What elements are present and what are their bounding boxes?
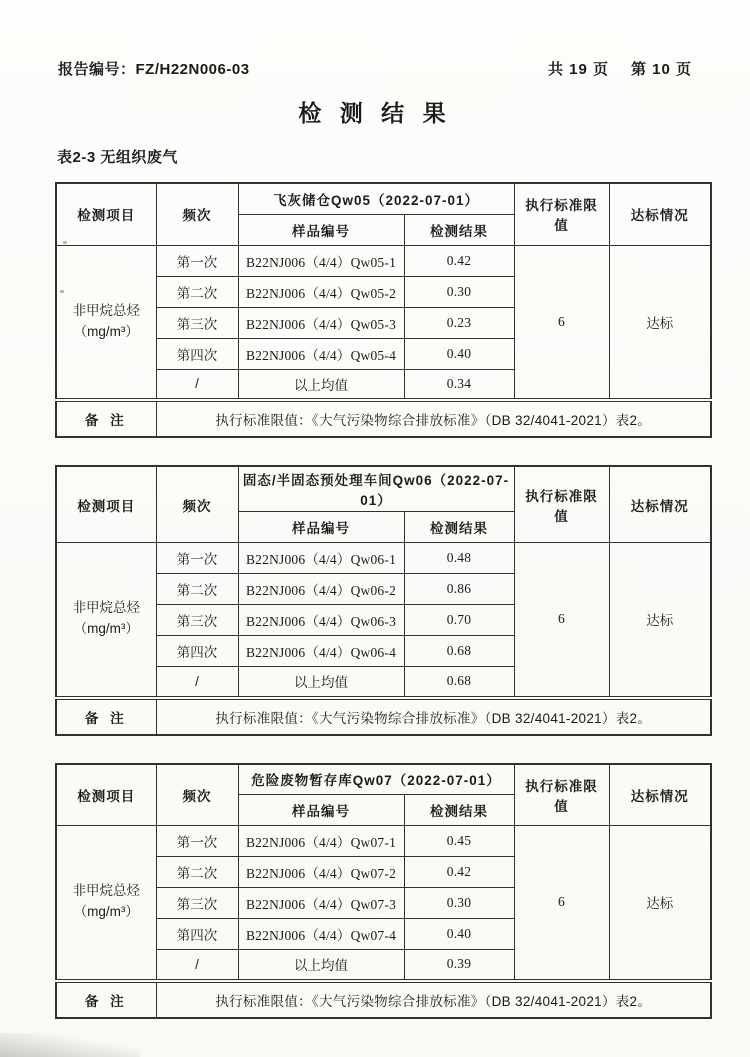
- result-cell: 0.70: [404, 605, 514, 636]
- test-item-unit: （mg/m³）: [73, 904, 139, 920]
- frequency-cell: 第二次: [156, 857, 238, 888]
- frequency-cell: 第四次: [156, 636, 238, 667]
- sample-id-cell: B22NJ006（4/4）Qw06-3: [238, 605, 404, 636]
- note-row: [56, 400, 711, 437]
- result-cell: 0.40: [404, 338, 514, 369]
- scan-speck: [60, 290, 64, 293]
- frequency-cell: 第二次: [156, 574, 238, 605]
- table-row: [56, 245, 711, 276]
- scan-speck: [63, 241, 67, 244]
- page-count: [548, 58, 692, 79]
- sampling-location: 飞灰储仓Qw05（2022-07-01）: [238, 183, 514, 214]
- compliance-cell: 达标: [609, 245, 711, 400]
- page-title: 检 测 结 果: [298, 100, 452, 126]
- frequency-cell: 第三次: [156, 307, 238, 338]
- sample-id-cell: B22NJ006（4/4）Qw06-1: [238, 543, 404, 574]
- frequency-cell: /: [156, 950, 238, 981]
- sample-id-cell: B22NJ006（4/4）Qw05-2: [238, 276, 404, 307]
- col-header-result: 检测结果: [404, 512, 514, 543]
- col-header-sample-id: 样品编号: [238, 795, 404, 826]
- average-label-cell: 以上均值: [238, 667, 404, 698]
- section-label: 表2-3 无组织废气: [57, 149, 178, 166]
- result-table-qw07: [55, 763, 712, 1019]
- result-cell: 0.23: [404, 307, 514, 338]
- result-cell: 0.68: [404, 636, 514, 667]
- result-cell: 0.48: [404, 543, 514, 574]
- sample-id-cell: B22NJ006（4/4）Qw07-3: [238, 888, 404, 919]
- frequency-cell: 第四次: [156, 919, 238, 950]
- sample-id-cell: B22NJ006（4/4）Qw05-4: [238, 338, 404, 369]
- sampling-location: 危险废物暂存库Qw07（2022-07-01）: [238, 764, 514, 795]
- col-header-sample-id: 样品编号: [238, 214, 404, 245]
- col-header-limit: 执行标准限值: [514, 466, 609, 543]
- col-header-limit: 执行标准限值: [514, 183, 609, 245]
- test-item-name: 非甲烷总烃: [72, 883, 140, 899]
- result-cell: 0.68: [404, 667, 514, 698]
- sample-id-cell: B22NJ006（4/4）Qw07-1: [238, 826, 404, 857]
- sample-id-cell: B22NJ006（4/4）Qw06-4: [238, 636, 404, 667]
- result-cell: 0.42: [404, 857, 514, 888]
- result-cell: 0.42: [404, 245, 514, 276]
- col-header-frequency: 频次: [156, 466, 238, 543]
- frequency-cell: 第三次: [156, 605, 238, 636]
- limit-cell: 6: [514, 826, 609, 981]
- note-row: [56, 981, 711, 1018]
- page-current: 第 10 页: [630, 61, 692, 78]
- note-label: 备 注: [56, 698, 156, 735]
- result-cell: 0.86: [404, 574, 514, 605]
- table-row: [56, 543, 711, 574]
- frequency-cell: 第一次: [156, 245, 238, 276]
- col-header-item: 检测项目: [56, 764, 156, 826]
- test-item-cell: [56, 543, 156, 698]
- frequency-cell: 第一次: [156, 543, 238, 574]
- sample-id-cell: B22NJ006（4/4）Qw06-2: [238, 574, 404, 605]
- page-header: [0, 0, 750, 79]
- col-header-item: 检测项目: [56, 466, 156, 543]
- sample-id-cell: B22NJ006（4/4）Qw07-4: [238, 919, 404, 950]
- test-item-cell: [56, 245, 156, 400]
- frequency-cell: 第一次: [156, 826, 238, 857]
- test-item-cell: [56, 826, 156, 981]
- note-label: 备 注: [56, 400, 156, 437]
- test-item-name: 非甲烷总烃: [72, 600, 140, 616]
- compliance-cell: 达标: [609, 826, 711, 981]
- sample-id-cell: B22NJ006（4/4）Qw05-1: [238, 245, 404, 276]
- col-header-compliance: 达标情况: [609, 466, 711, 543]
- average-label-cell: 以上均值: [238, 369, 404, 400]
- note-label: 备 注: [56, 981, 156, 1018]
- test-item-unit: （mg/m³）: [73, 621, 139, 637]
- result-cell: 0.40: [404, 919, 514, 950]
- note-text: 执行标准限值：《大气污染物综合排放标准》（DB 32/4041-2021）表2。: [156, 981, 711, 1018]
- table-row: [56, 826, 711, 857]
- frequency-cell: 第四次: [156, 338, 238, 369]
- sampling-location: 固态/半固态预处理车间Qw06（2022-07-01）: [238, 466, 514, 512]
- result-cell: 0.39: [404, 950, 514, 981]
- result-cell: 0.30: [404, 888, 514, 919]
- average-label-cell: 以上均值: [238, 950, 404, 981]
- result-table-qw05: [55, 182, 712, 438]
- limit-cell: 6: [514, 543, 609, 698]
- limit-cell: 6: [514, 245, 609, 400]
- result-cell: 0.34: [404, 369, 514, 400]
- pages-total: 共 19 页: [547, 61, 609, 78]
- note-row: [56, 698, 711, 735]
- col-header-frequency: 频次: [156, 764, 238, 826]
- col-header-sample-id: 样品编号: [238, 512, 404, 543]
- col-header-result: 检测结果: [404, 795, 514, 826]
- col-header-compliance: 达标情况: [609, 764, 711, 826]
- frequency-cell: /: [156, 369, 238, 400]
- note-text: 执行标准限值：《大气污染物综合排放标准》（DB 32/4041-2021）表2。: [156, 400, 711, 437]
- sample-id-cell: B22NJ006（4/4）Qw07-2: [238, 857, 404, 888]
- frequency-cell: 第二次: [156, 276, 238, 307]
- col-header-limit: 执行标准限值: [514, 764, 609, 826]
- result-cell: 0.30: [404, 276, 514, 307]
- test-item-unit: （mg/m³）: [73, 323, 139, 339]
- col-header-compliance: 达标情况: [609, 183, 711, 245]
- col-header-frequency: 频次: [156, 183, 238, 245]
- result-table-qw06: [55, 465, 712, 736]
- col-header-item: 检测项目: [56, 183, 156, 245]
- col-header-result: 检测结果: [404, 214, 514, 245]
- sample-id-cell: B22NJ006（4/4）Qw05-3: [238, 307, 404, 338]
- frequency-cell: /: [156, 667, 238, 698]
- note-text: 执行标准限值：《大气污染物综合排放标准》（DB 32/4041-2021）表2。: [156, 698, 711, 735]
- test-item-name: 非甲烷总烃: [72, 302, 140, 318]
- result-cell: 0.45: [404, 826, 514, 857]
- compliance-cell: 达标: [609, 543, 711, 698]
- report-number: 报告编号：FZ/H22N006-03: [58, 61, 250, 78]
- scan-corner-shadow: [0, 1033, 140, 1057]
- frequency-cell: 第三次: [156, 888, 238, 919]
